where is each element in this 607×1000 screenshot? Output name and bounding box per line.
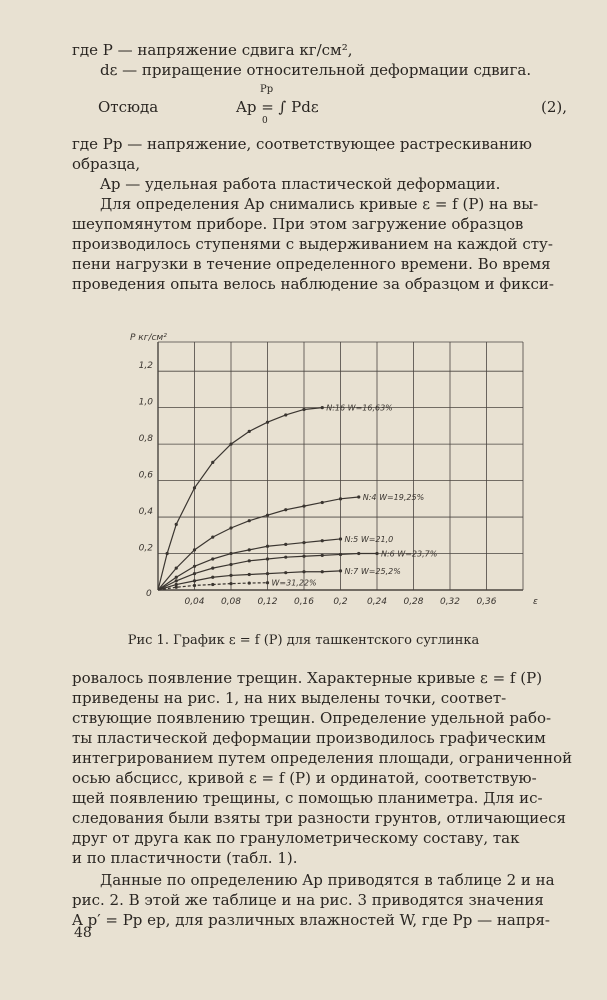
results-paragraph (72, 668, 572, 868)
formula-lead: Отсюда (98, 98, 159, 116)
text-line: и по пластичности (табл. 1). (72, 849, 298, 867)
text-line: осью абсцисс, кривой ε = f (P) и ординатой, соответствую- (72, 769, 537, 787)
data-point (166, 552, 169, 555)
method-paragraph (72, 194, 572, 294)
origin-label: 0 (146, 589, 152, 599)
data-point (284, 556, 287, 559)
data-point (266, 557, 269, 560)
text-line: проведения опыта велось наблюдение за образцом и фикси- (72, 275, 554, 293)
formula-number: (2), (541, 98, 568, 116)
data-point (284, 413, 287, 416)
data-point (266, 581, 269, 584)
data-point (175, 586, 178, 589)
integral-upper-limit: Pр (260, 84, 274, 95)
data-point (229, 563, 232, 566)
text-line: Для определения Aр снимались кривые ε = f (P) на вы- (100, 195, 539, 213)
series-label: N:7 W=25,2% (344, 566, 401, 576)
data-point (357, 495, 360, 498)
data-point (175, 567, 178, 570)
series-label: N:4 W=19,25% (362, 493, 425, 502)
y-tick-label: 1,0 (138, 397, 153, 408)
data-point (193, 486, 196, 489)
data-point (193, 548, 196, 551)
y-tick-label: 0,8 (138, 434, 153, 445)
text-line: Данные по определению Aр приводятся в таблице 2 и на (100, 871, 555, 889)
data-point (339, 537, 342, 540)
data-point (321, 406, 324, 409)
text-line: пени нагрузки в течение определенного времени. Во время (72, 255, 551, 273)
definitions-block (72, 40, 572, 80)
data-point (248, 581, 251, 584)
x-tick-label: 0,12 (257, 597, 278, 607)
text-line: где Pр — напряжение, соответствующее растрескиванию (72, 135, 532, 153)
y-tick-label: 1,2 (138, 361, 153, 372)
text-line: A р′ = Pр eр, для различных влажностей W, где Pр — напря- (72, 911, 550, 929)
strain-stress-chart (128, 322, 548, 622)
data-point (248, 559, 251, 562)
text-line: где P — напряжение сдвига кг/см², (72, 41, 353, 59)
text-line: Aр — удельная работа пластической деформации. (100, 175, 501, 193)
x-tick-label: 0,16 (293, 597, 315, 607)
data-point (339, 497, 342, 500)
x-tick-label: 0,28 (403, 597, 424, 607)
data-point (229, 574, 232, 577)
data-point (266, 545, 269, 548)
text-line: ты пластической деформации производилось графическим (72, 729, 546, 747)
data-point (248, 430, 251, 433)
text-line: шеупомянутом приборе. При этом загружение образцов (72, 215, 524, 233)
data-point (248, 519, 251, 522)
integral-lower-limit: 0 (262, 116, 268, 126)
data-point (375, 552, 378, 555)
data-point (229, 552, 232, 555)
y-tick-label: 0,2 (138, 543, 153, 554)
x-tick-label: 0,24 (366, 597, 388, 607)
x-tick-label: 0,36 (476, 597, 497, 607)
data-point (321, 570, 324, 573)
x-axis-label: ε (533, 597, 538, 607)
y-tick-label: 0,6 (138, 470, 153, 481)
formula-expression: Aр = ∫ Pdε (236, 98, 319, 116)
data-point (321, 539, 324, 542)
data-point (175, 579, 178, 582)
definitions-paragraph (72, 134, 572, 194)
x-tick-label: 0,32 (439, 597, 461, 607)
text-line: dε — приращение относительной деформации сдвига. (100, 61, 532, 79)
data-point (284, 508, 287, 511)
y-tick-label: 0,4 (138, 507, 153, 518)
data-point (321, 501, 324, 504)
data-point (266, 421, 269, 424)
x-tick-label: 0,08 (220, 597, 242, 607)
data-point (175, 583, 178, 586)
data-point (284, 543, 287, 546)
figure-caption: Рис 1. График ε = f (P) для ташкентского суглинка (127, 633, 480, 648)
page-number: 48 (74, 925, 92, 941)
y-axis-label: P кг/см² (130, 333, 167, 343)
x-tick-label: 0,04 (184, 597, 205, 607)
text-line: рис. 2. В этой же таблице и на рис. 3 приводятся значения (72, 891, 544, 909)
data-point (302, 570, 305, 573)
series-label: N:5 W=21,0 (344, 534, 394, 544)
data-point (248, 573, 251, 576)
data-point (211, 557, 214, 560)
data-point (229, 443, 232, 446)
data-point (193, 584, 196, 587)
text-line: интегрированием путем определения площади, ограниченной (72, 749, 573, 767)
data-point (357, 552, 360, 555)
text-line: следования были взяты три разности грунтов, отличающиеся (72, 809, 566, 827)
data-point (211, 567, 214, 570)
data-point (193, 572, 196, 575)
data-point (229, 582, 232, 585)
text-line: образца, (72, 155, 141, 173)
data-point (284, 571, 287, 574)
final-paragraph (72, 870, 572, 930)
data-point (302, 505, 305, 508)
data-point (211, 583, 214, 586)
text-line: приведены на рис. 1, на них выделены точки, соответ- (72, 689, 507, 707)
text-line: щей появлению трещины, с помощью планиметра. Для ис- (72, 789, 543, 807)
text-line: ствующие появлению трещин. Определение удельной рабо- (72, 709, 552, 727)
text-line: производилось ступенями с выдерживанием на каждой сту- (72, 235, 553, 253)
data-point (339, 553, 342, 556)
data-point (266, 572, 269, 575)
data-point (339, 569, 342, 572)
data-point (248, 548, 251, 551)
series-label: W=31,22% (271, 578, 317, 588)
text-line: друг от друга как по гранулометрическому составу, так (72, 829, 520, 847)
data-point (193, 579, 196, 582)
x-tick-label: 0,2 (333, 597, 348, 607)
data-point (175, 523, 178, 526)
data-point (211, 536, 214, 539)
data-point (266, 514, 269, 517)
data-point (229, 526, 232, 529)
data-point (175, 576, 178, 579)
data-point (302, 408, 305, 411)
data-point (321, 554, 324, 557)
series-label: N:6 W=23,7% (381, 549, 438, 559)
data-point (193, 565, 196, 568)
text-line: ровалось появление трещин. Характерные кривые ε = f (P) (72, 669, 543, 687)
data-point (211, 461, 214, 464)
data-point (302, 555, 305, 558)
series-label: N:16 W=16,63% (326, 403, 393, 413)
data-point (302, 541, 305, 544)
data-point (211, 576, 214, 579)
